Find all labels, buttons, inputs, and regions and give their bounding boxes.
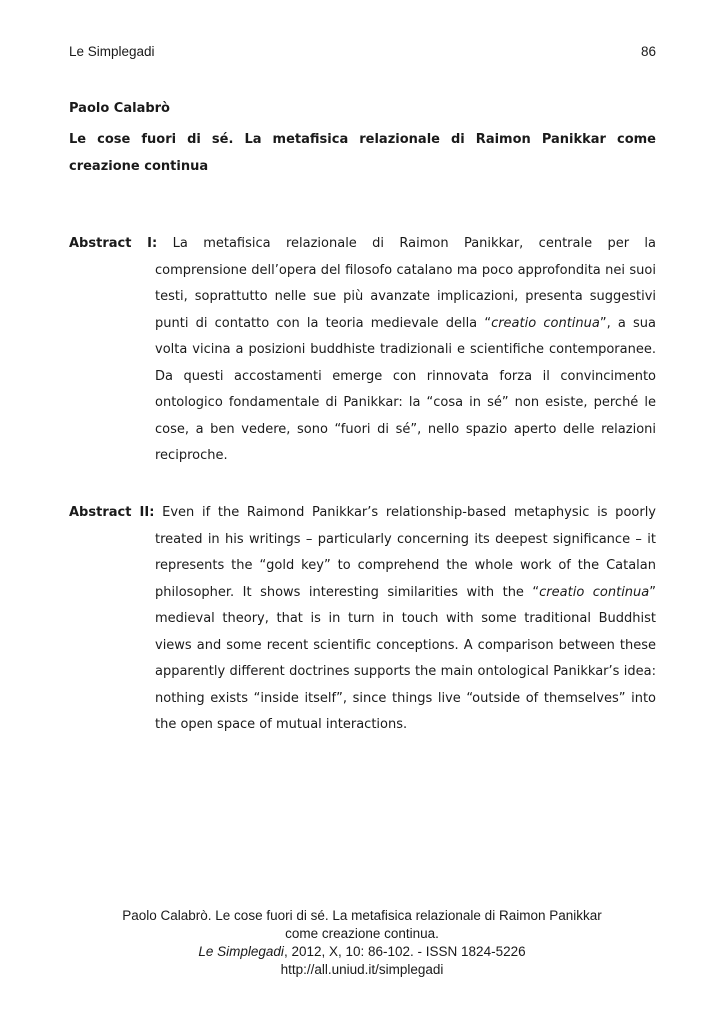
abstract-english-label: Abstract II:: [69, 505, 155, 520]
abstract-italian-text-a: comprensione dell’opera del filosofo catalano ma poco approfondita nei suoi testi, soprattutto nelle sue più avanzate implicazioni, presenta suggestivi punti di contatto con la teoria medievale della “: [155, 262, 656, 331]
abstract-english-first-text: Even if the Raimond Panikkar’s relationship-based metaphysic is poorly: [162, 505, 656, 520]
page-number: 86: [640, 44, 656, 59]
abstract-italian-italic: creatio continua: [491, 315, 600, 331]
article-title: Le cose fuori di sé. La metafisica relazionale di Raimon Panikkar come creazione continua: [69, 132, 656, 174]
abstract-italian-label: Abstract I:: [69, 236, 158, 251]
citation-footer: [40, 907, 684, 979]
abstract-italian-first-line: [69, 231, 656, 258]
footer-citation: [40, 943, 684, 961]
abstract-english-text-b: ” medieval theory, that is in turn in touch with some traditional Buddhist views and some recent scientific conceptions. A comparison between these apparently different doctrines supports the main ontological Panikkar’s idea: nothing exists “inside itself”, since things live “outside of themselves” into the open space of mutual interactions.: [155, 584, 657, 732]
abstract-english-text-a: treated in his writings – particularly concerning its deepest significance – it represents the “gold key” to comprehend the whole work of the Catalan philosopher. It shows interesting similarities with the “: [155, 531, 656, 600]
running-header: [69, 44, 656, 59]
abstract-italian-text-b: ”, a sua volta vicina a posizioni buddhiste tradizionali e scientifiche contemporanee. Da questi accostamenti emerge con rinnovata forza il convincimento ontologico fondamentale di Panikkar: la “cosa in sé” non esiste, perché le cose, a ben vedere, sono “fuori di sé”, nello spazio aperto delle relazioni reciproche.: [155, 315, 656, 463]
footer-citation-rest: , 2012, X, 10: 86-102. - ISSN 1824-5226: [283, 944, 526, 959]
abstract-english-italic: creatio continua: [539, 584, 650, 600]
abstract-italian-first-text: La metafisica relazionale di Raimon Panikkar, centrale per la: [172, 236, 656, 251]
footer-journal: Le Simplegadi: [198, 944, 284, 959]
abstract-english-body: [69, 527, 656, 739]
article-author: Paolo Calabrò: [69, 101, 170, 116]
footer-url: http://all.uniud.it/simplegadi: [280, 962, 444, 977]
abstract-italian: [69, 231, 656, 470]
journal-name: Le Simplegadi: [69, 44, 155, 59]
footer-line-1: Paolo Calabrò. Le cose fuori di sé. La metafisica relazionale di Raimon Panikkar: [122, 908, 602, 923]
footer-line-2: come creazione continua.: [285, 926, 439, 941]
abstract-english-first-line: [69, 500, 656, 527]
abstract-italian-body: [69, 258, 656, 470]
abstract-english: [69, 500, 656, 739]
